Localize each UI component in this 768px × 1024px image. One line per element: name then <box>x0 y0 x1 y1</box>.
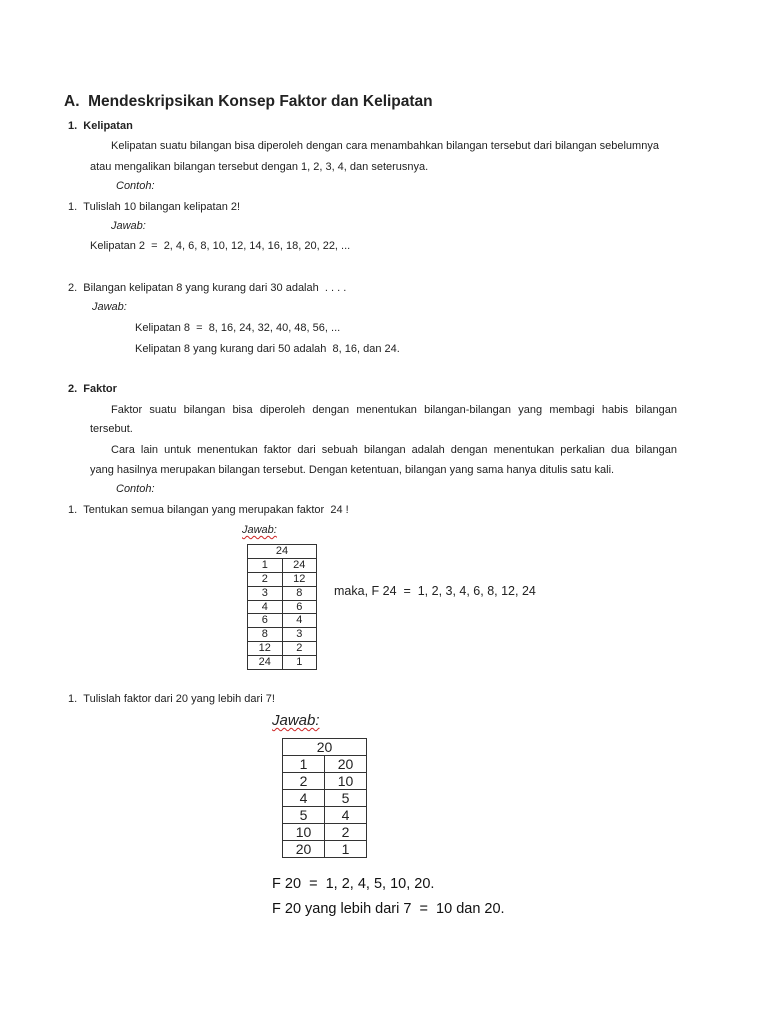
factor-cell: 2 <box>283 773 325 790</box>
kelipatan-paragraph-line1: Kelipatan suatu bilangan bisa diperoleh dengan cara menambahkan bilangan tersebut dari bilangan sebelumnya <box>111 140 659 152</box>
faktor-ex1-question: 1. Tentukan semua bilangan yang merupakan faktor 24 ! <box>68 504 349 516</box>
factor-cell: 2 <box>248 572 283 586</box>
table-row <box>283 841 367 858</box>
faktor-ex1-jawab: Jawab: <box>242 524 277 536</box>
faktor-paragraph1-line2: tersebut. <box>90 423 133 435</box>
table-row <box>248 586 317 600</box>
pair-cell: 4 <box>325 807 367 824</box>
factor-cell: 24 <box>248 656 283 670</box>
factor-table-20 <box>282 738 367 858</box>
kelipatan-ex2-question: 2. Bilangan kelipatan 8 yang kurang dari 30 adalah . . . . <box>68 282 347 294</box>
faktor-ex2-jawab: Jawab: <box>272 712 320 729</box>
factor-cell: 5 <box>283 807 325 824</box>
faktor-ex2-question: 1. Tulislah faktor dari 20 yang lebih dari 7! <box>68 693 275 705</box>
kelipatan-ex1-jawab: Jawab: <box>111 220 146 232</box>
table-row <box>283 773 367 790</box>
kelipatan-heading: 1. Kelipatan <box>68 120 133 132</box>
table-row <box>248 628 317 642</box>
table-row <box>248 558 317 572</box>
kelipatan-ex1-question: 1. Tulislah 10 bilangan kelipatan 2! <box>68 201 241 213</box>
pair-cell: 4 <box>282 614 317 628</box>
faktor-paragraph2-line2: yang hasilnya merupakan bilangan tersebut. Dengan ketentuan, bilangan yang sama hanya ditulis satu kali. <box>90 464 615 476</box>
factor-cell: 10 <box>283 824 325 841</box>
pair-cell: 24 <box>282 558 317 572</box>
faktor-heading: 2. Faktor <box>68 383 117 395</box>
factor-cell: 20 <box>283 841 325 858</box>
pair-cell: 8 <box>282 586 317 600</box>
table-row <box>248 572 317 586</box>
pair-cell: 12 <box>282 572 317 586</box>
faktor-contoh-label: Contoh: <box>116 483 155 495</box>
pair-cell: 20 <box>325 756 367 773</box>
table-header: 20 <box>283 739 367 756</box>
faktor-paragraph1-line1: Faktor suatu bilangan bisa diperoleh dengan menentukan bilangan-bilangan yang membagi habis bilangan <box>111 404 677 416</box>
faktor-ex1-result: maka, F 24 = 1, 2, 3, 4, 6, 8, 12, 24 <box>334 584 536 598</box>
factor-cell: 1 <box>283 756 325 773</box>
pair-cell: 1 <box>282 656 317 670</box>
kelipatan-contoh-label: Contoh: <box>116 180 155 192</box>
table-row <box>248 614 317 628</box>
factor-cell: 8 <box>248 628 283 642</box>
kelipatan-ex2-answer2: Kelipatan 8 yang kurang dari 50 adalah 8, 16, dan 24. <box>135 343 400 355</box>
table-row <box>283 756 367 773</box>
factor-cell: 1 <box>248 558 283 572</box>
table-row <box>248 656 317 670</box>
table-header: 24 <box>248 545 317 559</box>
factor-cell: 4 <box>283 790 325 807</box>
section-title: A. Mendeskripsikan Konsep Faktor dan Kelipatan <box>64 93 433 110</box>
factor-cell: 3 <box>248 586 283 600</box>
table-row <box>248 600 317 614</box>
faktor-ex2-result2: F 20 yang lebih dari 7 = 10 dan 20. <box>272 901 505 917</box>
pair-cell: 2 <box>325 824 367 841</box>
pair-cell: 6 <box>282 600 317 614</box>
pair-cell: 1 <box>325 841 367 858</box>
pair-cell: 2 <box>282 642 317 656</box>
kelipatan-ex2-answer1: Kelipatan 8 = 8, 16, 24, 32, 40, 48, 56, ... <box>135 322 341 334</box>
factor-cell: 6 <box>248 614 283 628</box>
table-row <box>283 824 367 841</box>
factor-table-24 <box>247 544 317 670</box>
kelipatan-paragraph-line2: atau mengalikan bilangan tersebut dengan 1, 2, 3, 4, dan seterusnya. <box>90 161 429 173</box>
kelipatan-ex2-jawab: Jawab: <box>92 301 127 313</box>
table-row <box>248 642 317 656</box>
factor-cell: 12 <box>248 642 283 656</box>
table-row <box>283 807 367 824</box>
pair-cell: 3 <box>282 628 317 642</box>
factor-cell: 4 <box>248 600 283 614</box>
kelipatan-ex1-answer: Kelipatan 2 = 2, 4, 6, 8, 10, 12, 14, 16, 18, 20, 22, ... <box>90 240 351 252</box>
faktor-paragraph2-line1: Cara lain untuk menentukan faktor dari sebuah bilangan adalah dengan menentukan perkalian dua bilangan <box>111 444 677 456</box>
table-row <box>283 790 367 807</box>
pair-cell: 5 <box>325 790 367 807</box>
faktor-ex2-result1: F 20 = 1, 2, 4, 5, 10, 20. <box>272 876 435 892</box>
pair-cell: 10 <box>325 773 367 790</box>
